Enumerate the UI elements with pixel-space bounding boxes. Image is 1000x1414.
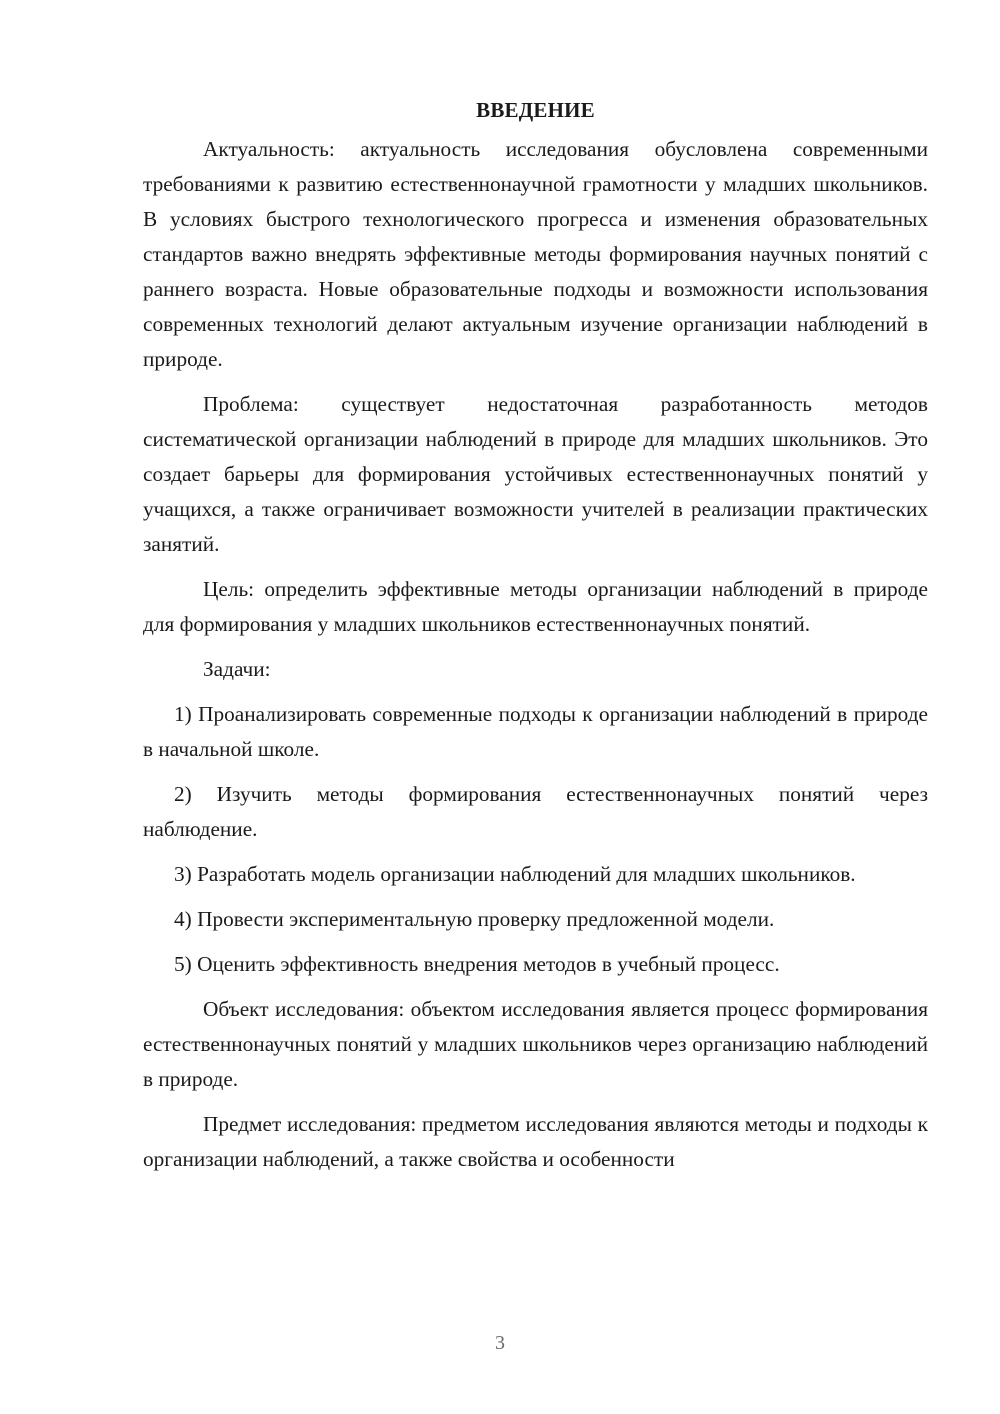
paragraph-problem: Проблема: существует недостаточная разработанность методов систематической организации наблюдений в природе для младших школьников. Это создает барьеры для формирования устойчивых естественнонаучных понятий у учащихся, а также ограничивает возможности учителей в реализации практических занятий.: [143, 392, 928, 556]
paragraph-tasks-heading: Задачи:: [203, 657, 271, 681]
task-item-3: 3) Разработать модель организации наблюдений для младших школьников.: [174, 862, 856, 886]
paragraph-object: Объект исследования: объектом исследования является процесс формирования естественнонаучных понятий у младших школьников через организацию наблюдений в природе.: [143, 997, 928, 1091]
paragraph-goal: Цель: определить эффективные методы организации наблюдений в природе для формирования у младших школьников естественнонаучных понятий.: [143, 577, 928, 636]
task-item-5: 5) Оценить эффективность внедрения методов в учебный процесс.: [174, 952, 780, 976]
paragraph-relevance: Актуальность: актуальность исследования обусловлена современными требованиями к развитию естественнонаучной грамотности у младших школьников. В условиях быстрого технологического прогресса и изменения образовательных стандартов важно внедрять эффективные методы формирования научных понятий с раннего возраста. Новые образовательные подходы и возможности использования современных технологий делают актуальным изучение организации наблюдений в природе.: [143, 137, 928, 371]
paragraph-subject: Предмет исследования: предметом исследования являются методы и подходы к организации наблюдений, а также свойства и особенности: [143, 1112, 928, 1171]
document-page: [143, 92, 928, 1187]
task-item-4: 4) Провести экспериментальную проверку предложенной модели.: [174, 907, 775, 931]
task-item-2: 2) Изучить методы формирования естественнонаучных понятий через наблюдение.: [143, 782, 928, 841]
page-number: 3: [495, 1332, 505, 1354]
task-item-1: 1) Проанализировать современные подходы к организации наблюдений в природе в начальной школе.: [143, 702, 928, 761]
page-title: ВВЕДЕНИЕ: [476, 98, 595, 122]
